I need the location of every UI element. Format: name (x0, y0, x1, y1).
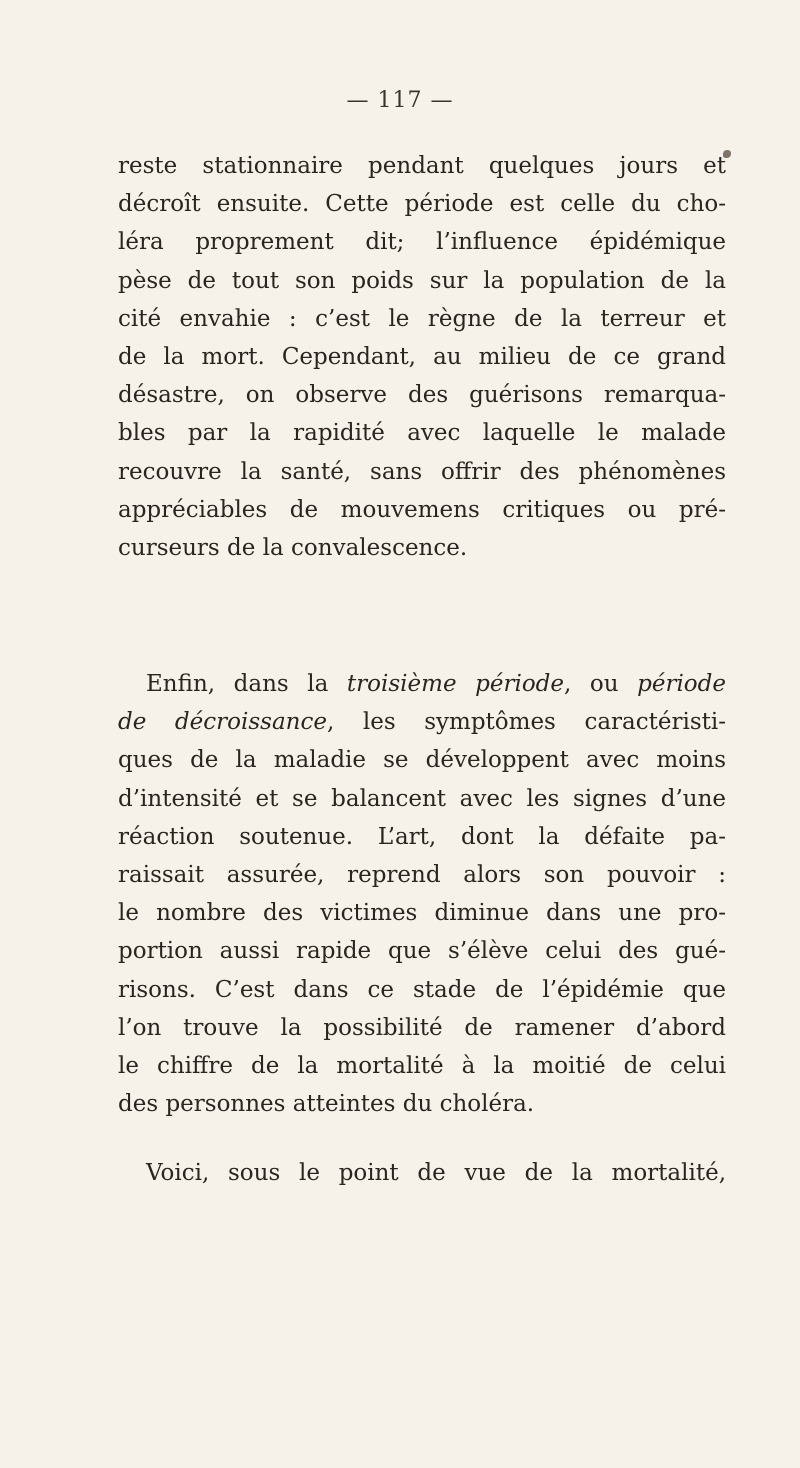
text-line: de la mort. Cependant, au milieu de ce grand (118, 343, 726, 370)
italic-term: de décroissance (118, 709, 327, 736)
text-line: curseurs de la convalescence. (118, 534, 468, 561)
paragraph-1 (118, 147, 726, 567)
text-line: d’intensité et se balancent avec les signes d’une (118, 785, 726, 812)
page-number: — 117 — (346, 88, 454, 113)
text-line: portion aussi rapide que s’élève celui des gué- (118, 938, 726, 965)
text-line: désastre, on observe des guérisons remarqua- (118, 382, 726, 409)
text-line: raissait assurée, reprend alors son pouvoir : (118, 861, 726, 888)
text-line (118, 665, 726, 703)
text-line (118, 703, 726, 741)
text-line: reste stationnaire pendant quelques jours et (118, 153, 726, 179)
text-line: recouvre la santé, sans offrir des phénomènes (118, 458, 726, 485)
text-line: le chiffre de la mortalité à la moitié de celui (118, 1052, 726, 1079)
paragraph-2 (118, 665, 726, 1123)
text-line: Voici, sous le point de vue de la mortalité, (146, 1160, 726, 1186)
text-line: décroît ensuite. Cette période est celle du cho- (118, 191, 726, 218)
text-fragment: , les symptômes caractéristi- (326, 709, 727, 736)
text-line: le nombre des victimes diminue dans une pro- (118, 900, 726, 927)
text-fragment: Enfin, dans la (146, 671, 347, 697)
paragraph-3 (118, 1154, 726, 1192)
italic-term: période (637, 671, 726, 697)
text-line: réaction soutenue. L’art, dont la défaite pa- (118, 823, 726, 850)
text-line: ques de la maladie se développent avec moins (118, 747, 726, 774)
text-fragment: , ou (564, 671, 638, 697)
text-line: l’on trouve la possibilité de ramener d’abord (118, 1014, 726, 1041)
text-line: bles par la rapidité avec laquelle le malade (118, 420, 726, 447)
italic-term: troisième période (346, 671, 564, 697)
text-line: cité envahie : c’est le règne de la terreur et (118, 305, 726, 332)
text-line: pèse de tout son poids sur la population de la (118, 267, 726, 294)
text-line: léra proprement dit; l’influence épidémique (118, 229, 726, 256)
text-line: appréciables de mouvemens critiques ou pré- (118, 496, 726, 523)
text-line: risons. C’est dans ce stade de l’épidémie que (118, 976, 726, 1003)
text-line: des personnes atteintes du choléra. (118, 1091, 535, 1118)
